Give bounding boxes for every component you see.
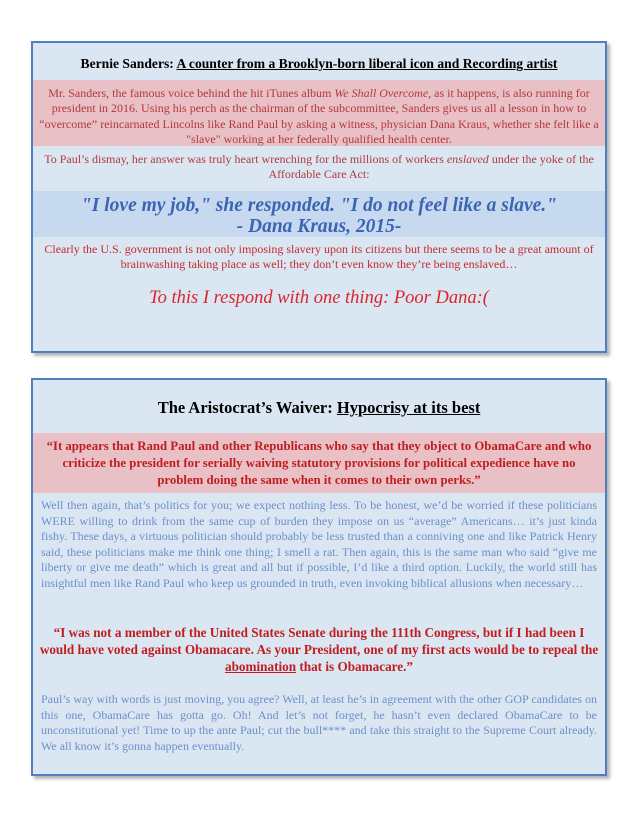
box1-paragraph-3: Clearly the U.S. government is not only imposing slavery upon its citizens but there seems to be a great amount of brainwashing taking place as well; they don’t even know they’re being enslaved… xyxy=(44,242,594,272)
box2-title-prefix: The Aristocrat’s Waiver: xyxy=(157,398,337,417)
box2-title xyxy=(33,398,605,418)
box2-paragraph-1: Well then again, that’s politics for you; we expect nothing less. To be honest, we’d be worried if these politicians WERE willing to drink from the same cup of burden they impose on us “average” Americans… it’s just kinda fishy. These days, a virtuous politician should probably be less trusted than a conniving one and like Patrick Henry said, these politicians make me think one thing; I smell a rat. Then again, this is the same man who said “give me liberty or give me death” which is great and all but if possible, I’d like a third option. Luckily, the world still has insightful men like Rand Paul who keep us grounded in truth, even invoking biblical allusions when necessary… xyxy=(41,498,597,590)
box2-quote-2 xyxy=(39,624,599,675)
aristocrats-waiver-box xyxy=(31,378,607,776)
quote-line-1: "I love my job," she responded. "I do not feel like a slave." xyxy=(80,195,558,216)
box2-title-underlined: Hypocrisy at its best xyxy=(336,398,481,417)
box1-paragraph-2 xyxy=(41,152,597,183)
box1-title-underlined: A counter from a Brooklyn-born liberal icon and Recording artist xyxy=(176,56,558,71)
box2-quote2-underlined: abomination xyxy=(224,659,297,674)
box2-quote2-after: that is Obamacare.” xyxy=(296,659,414,674)
album-title: We Shall Overcome, xyxy=(334,86,432,100)
dana-kraus-quote xyxy=(33,191,605,237)
box1-paragraph-1 xyxy=(33,80,605,146)
box2-quote2-before: “I was not a member of the United States Senate during the 111th Congress, but if I had been I would have voted against Obamacare. As your President, one of my first acts would be to repeal the xyxy=(39,625,599,657)
box2-quote-1: “It appears that Rand Paul and other Republicans who say that they object to ObamaCare and who criticize the president for serially waiving statutory provisions for political expedience have no problem doing the same when it comes to their own perks.” xyxy=(33,433,605,493)
box1-title xyxy=(33,56,605,72)
box1-closing-line: To this I respond with one thing: Poor Dana:( xyxy=(149,288,489,308)
box1-para2-italic: enslaved xyxy=(446,152,489,166)
box1-para1-before: Mr. Sanders, the famous voice behind the hit iTunes album xyxy=(48,86,335,100)
box1-para2-before: To Paul’s dismay, her answer was truly heart wrenching for the millions of workers xyxy=(44,152,447,166)
box1-title-prefix: Bernie Sanders: xyxy=(80,56,177,71)
box2-paragraph-2: Paul’s way with words is just moving, you agree? Well, at least he’s in agreement with the other GOP candidates on this one, ObamaCare has gotta go. Oh! And let’s not forget, he hasn’t even declared ObamaCare to be unconstitutional yet! Time to up the ante Paul; cut the bull**** and take this straight to the Supreme Court already. We all know it’s gonna happen eventually. xyxy=(41,692,597,753)
bernie-sanders-box xyxy=(31,41,607,353)
quote-attribution: - Dana Kraus, 2015- xyxy=(236,216,402,237)
box1-para2-after: under the yoke of the Affordable Care Act: xyxy=(268,152,594,182)
box1-para1-after: as it happens, is also running for president in 2016. Using his perch as the chairman of the subcommittee, Sanders gives us all a lesson in how to “overcome” reincarnated Lincolns like Rand Paul by asking a witness, physician Dana Kraus, whether she felt like a "slave" working at her federally qualified health center. xyxy=(39,86,599,147)
